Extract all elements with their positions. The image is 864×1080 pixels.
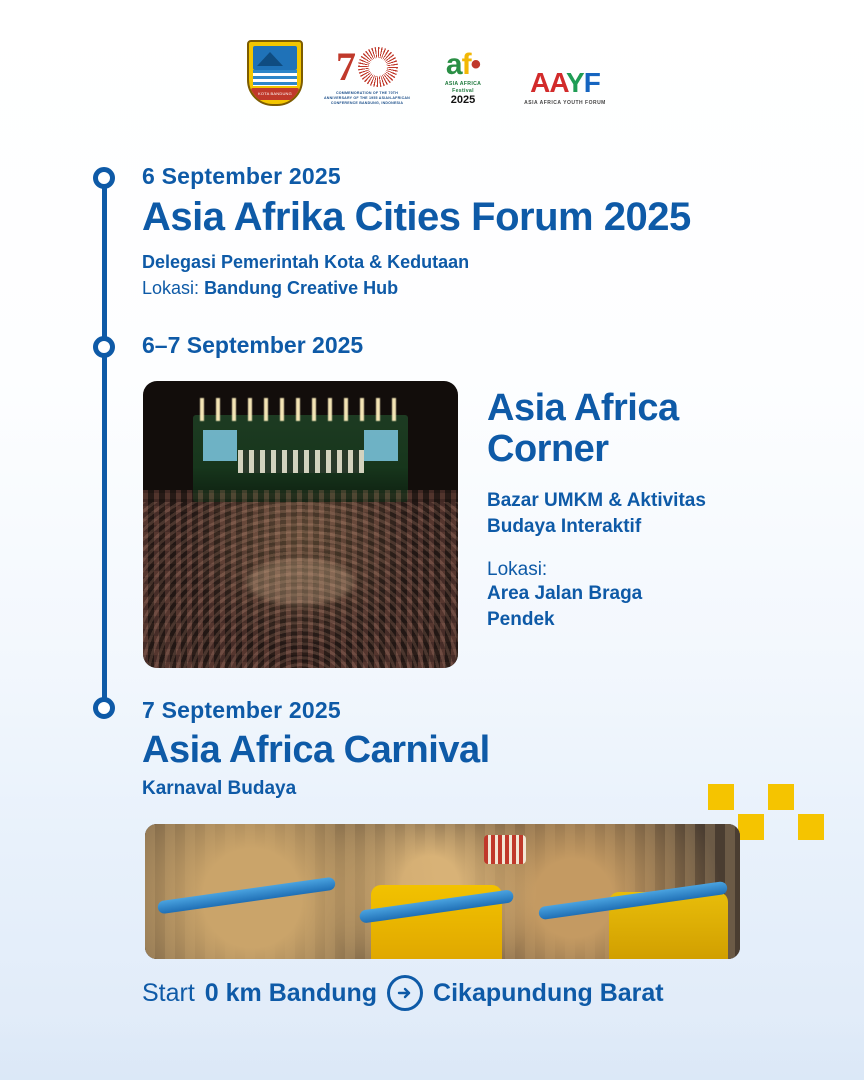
bandung-city-crest-logo (247, 40, 303, 106)
event-block-africa-corner (487, 388, 817, 633)
event-location-value-2 (487, 581, 817, 632)
event-photo-carnival (145, 824, 740, 959)
checker-cell (798, 784, 824, 810)
crest-mountain (257, 52, 283, 66)
route-start-label: Start (142, 978, 195, 1007)
aasc-burst-icon (358, 47, 398, 87)
carnival-route (142, 975, 664, 1011)
arrow-right-circle-icon (387, 975, 423, 1011)
timeline-dot-1 (93, 167, 115, 189)
route-start-point: 0 km Bandung (204, 978, 378, 1007)
asia-africa-festival-logo (431, 50, 495, 106)
event-title-3: Asia Africa Carnival (142, 729, 490, 771)
crest-ribbon-label: KOTA BANDUNG (251, 88, 299, 100)
event-location-2-line1: Area Jalan Braga (487, 583, 643, 605)
timeline-spine (102, 178, 107, 713)
event-subtitle-3: Karnaval Budaya (142, 777, 297, 799)
aasc-caption: COMMEMORATION OF THE 70TH ANNIVERSARY OF THE 1955 ASIAN-AFRICAN CONFERENCE BANDUNG, INDONESIA (324, 91, 410, 106)
aaf-word: Festival (452, 88, 474, 94)
aayf-caption: ASIA AFRICA YOUTH FORUM (524, 99, 606, 106)
event-title-2-line1: Asia Africa (487, 387, 679, 429)
event-location-1 (142, 275, 822, 301)
photo-screen-right (364, 430, 399, 462)
aayf-logo (513, 66, 617, 107)
event-title-1: Asia Afrika Cities Forum 2025 (142, 195, 691, 239)
aasc-mark-icon (336, 45, 398, 89)
photo-center-pit (247, 559, 354, 605)
event-subtitle-2-line2: Budaya Interaktif (487, 515, 642, 537)
checker-cell (738, 814, 764, 840)
aasc-70-logo (321, 45, 413, 106)
route-end-point: Cikapundung Barat (433, 978, 664, 1007)
checker-cell (768, 784, 794, 810)
event-subtitle-2-line1: Bazar UMKM & Aktivitas (487, 490, 706, 512)
photo-performers (238, 450, 364, 473)
checker-cell (768, 814, 794, 840)
aaf-year: 2025 (450, 94, 476, 106)
photo-screen-left (203, 430, 238, 462)
crest-icon (247, 40, 303, 106)
event-block-cities-forum (142, 163, 822, 301)
photo-red-headdress (484, 835, 526, 865)
event-location-label-2: Lokasi: (487, 559, 548, 581)
aayf-wordmark: AAYF (530, 66, 600, 98)
aaf-glyph-icon: af• (445, 48, 481, 81)
crest-waves (253, 70, 297, 86)
aaf-subtitle: ASIA AFRICA (444, 81, 482, 87)
event-photo-concert (143, 381, 458, 668)
checker-cell (708, 784, 734, 810)
event-date-2: 6–7 September 2025 (142, 332, 364, 358)
event-location-value-1: Bandung Creative Hub (204, 278, 399, 299)
event-location-label-1: Lokasi: (142, 278, 200, 299)
timeline-dot-3 (93, 697, 115, 719)
photo-stage-lights (200, 398, 402, 421)
event-title-2-line2: Corner (487, 428, 609, 471)
logo-strip (0, 0, 864, 106)
event-date-3: 7 September 2025 (142, 697, 341, 723)
aasc-seven: 7 (336, 44, 356, 90)
bottom-gradient (0, 1020, 864, 1080)
event-title-2 (487, 388, 817, 470)
event-location-2-line2: Pendek (487, 608, 555, 630)
timeline-dot-2 (93, 336, 115, 358)
event-subtitle-1: Delegasi Pemerintah Kota & Kedutaan (142, 252, 470, 273)
checker-cell (738, 784, 764, 810)
checker-cell (798, 814, 824, 840)
event-subtitle-2 (487, 488, 817, 539)
event-date-1: 6 September 2025 (142, 163, 341, 189)
